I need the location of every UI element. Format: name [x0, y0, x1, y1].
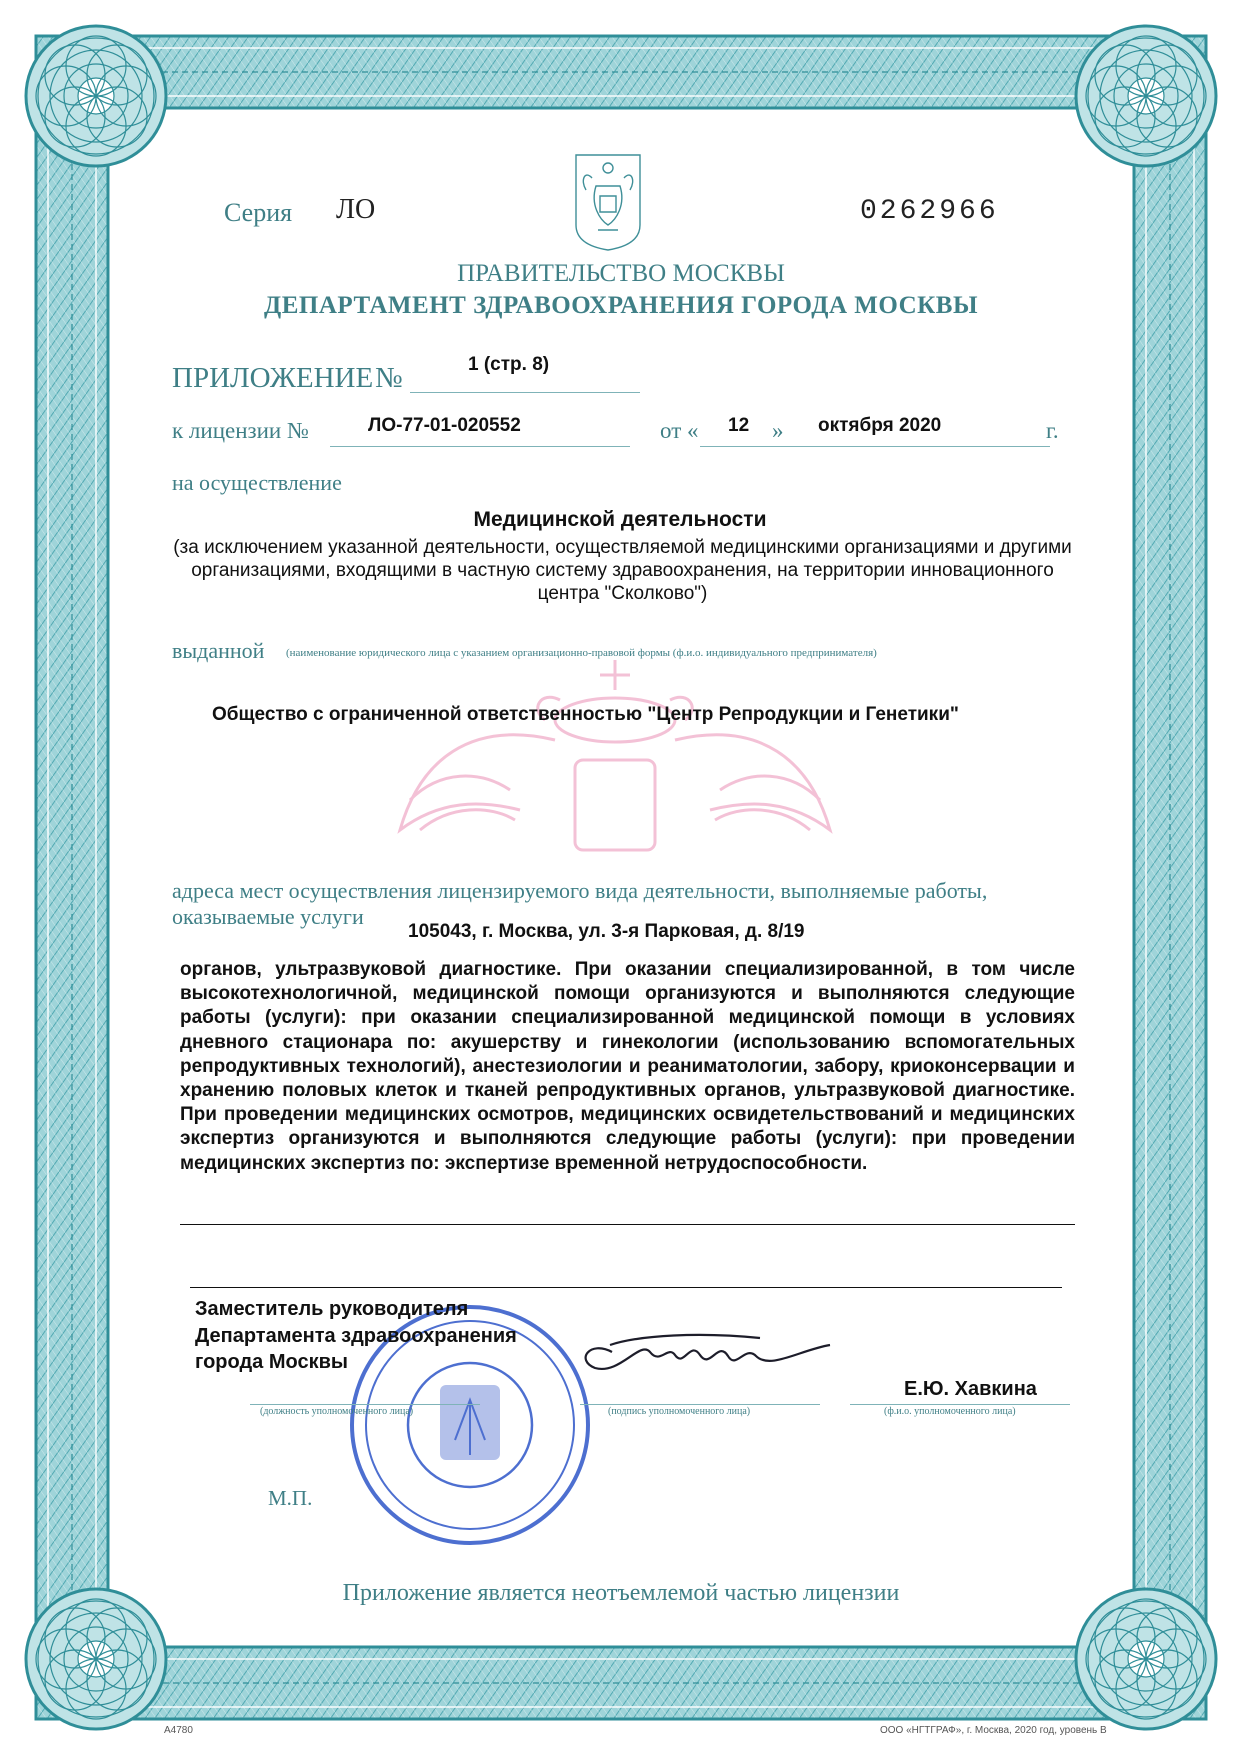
coat-of-arms-icon [576, 155, 640, 250]
appendix-label: ПРИЛОЖЕНИЕ [172, 362, 374, 394]
signature-top-line [190, 1287, 1062, 1288]
issued-entity: Общество с ограниченной ответственностью "Центр Репродукции и Генетики" [212, 704, 959, 725]
license-month-year: октября 2020 [818, 415, 942, 436]
hint-position: (должность уполномоченного лица) [260, 1406, 414, 1417]
address-label: адреса мест осуществления лицензируемого вида деятельности, выполняемые работы, оказываемые услуги [172, 878, 988, 929]
issued-hint: (наименование юридического лица с указанием организационно-правовой формы (ф.и.о. индивидуального предпринимателя) [286, 647, 877, 659]
license-number: ЛО-77-01-020552 [368, 415, 521, 436]
footer-note: Приложение является неотъемлемой частью лицензии [342, 1580, 900, 1606]
services-text: органов, ультразвуковой диагностике. При оказании специализированной, в том числе высокотехнологичной, медицинской помощи организуются и выполняются следующие работы (услуги): при оказании специализированной медицинской помощи в условиях дневного стационара по: акушерству и гинекологии (использованию вспомогательных репродуктивных технологий), анестезиологии и реаниматологии, забору, криоконсервации и хранению половых клеток и тканей репродуктивных органов, ультразвуковой диагностике. При проведении медицинских осмотров, медицинских освидетельствований и медицинских экспертиз организуются и выполняются следующие работы (услуги): при проведении медицинских экспертиз по: экспертизе временной нетрудоспособности. [180, 959, 1075, 1174]
series-value: ЛО [336, 194, 376, 225]
series-label: Серия [224, 198, 293, 227]
org-title-line1: ПРАВИТЕЛЬСТВО МОСКВЫ [457, 260, 785, 287]
corner-rosette-bl [26, 1589, 166, 1729]
hint-signature: (подпись уполномоченного лица) [608, 1406, 751, 1417]
org-title-line2: ДЕПАРТАМЕНТ ЗДРАВООХРАНЕНИЯ ГОРОДА МОСКВЫ [264, 292, 978, 319]
activity-title: Медицинской деятельности [473, 508, 767, 531]
license-year-suffix: г. [1046, 418, 1059, 443]
corner-rosette-tr [1076, 26, 1216, 166]
eagle-watermark [400, 660, 830, 850]
stamp-place-label: М.П. [268, 1486, 313, 1510]
form-code: А4780 [164, 1725, 193, 1736]
activity-description: (за исключением указанной деятельности, осуществляемой медицинскими организациями и другими организациями, входящими в частную систему здравоохранения, на территории инновационного центра "Сколково") [173, 537, 1072, 604]
license-label: к лицензии № [172, 418, 309, 443]
signer-name: Е.Ю. Хавкина [904, 1378, 1037, 1400]
license-day: 12 [728, 415, 750, 436]
appendix-no-sign: № [375, 362, 403, 394]
signer-position: Заместитель руководителя Департамента здравоохранения города Москвы [195, 1298, 517, 1373]
license-day-close-quote: » [772, 418, 784, 443]
activity-label: на осуществление [172, 470, 342, 495]
appendix-value: 1 (стр. 8) [468, 354, 550, 375]
signature-mark [586, 1335, 830, 1369]
corner-rosette-tl [26, 26, 166, 166]
corner-rosette-br [1076, 1589, 1216, 1729]
printer-info: ООО «НГТГРАФ», г. Москва, 2020 год, уровень В [880, 1725, 1107, 1736]
hint-name: (ф.и.о. уполномоченного лица) [884, 1406, 1016, 1417]
license-form-number: 0262966 [860, 196, 999, 227]
issued-label: выданной [172, 638, 265, 663]
license-date-from-label: от « [660, 418, 699, 443]
address-value: 105043, г. Москва, ул. 3-я Парковая, д. 8/19 [408, 921, 805, 942]
text-end-line [180, 1224, 1075, 1225]
